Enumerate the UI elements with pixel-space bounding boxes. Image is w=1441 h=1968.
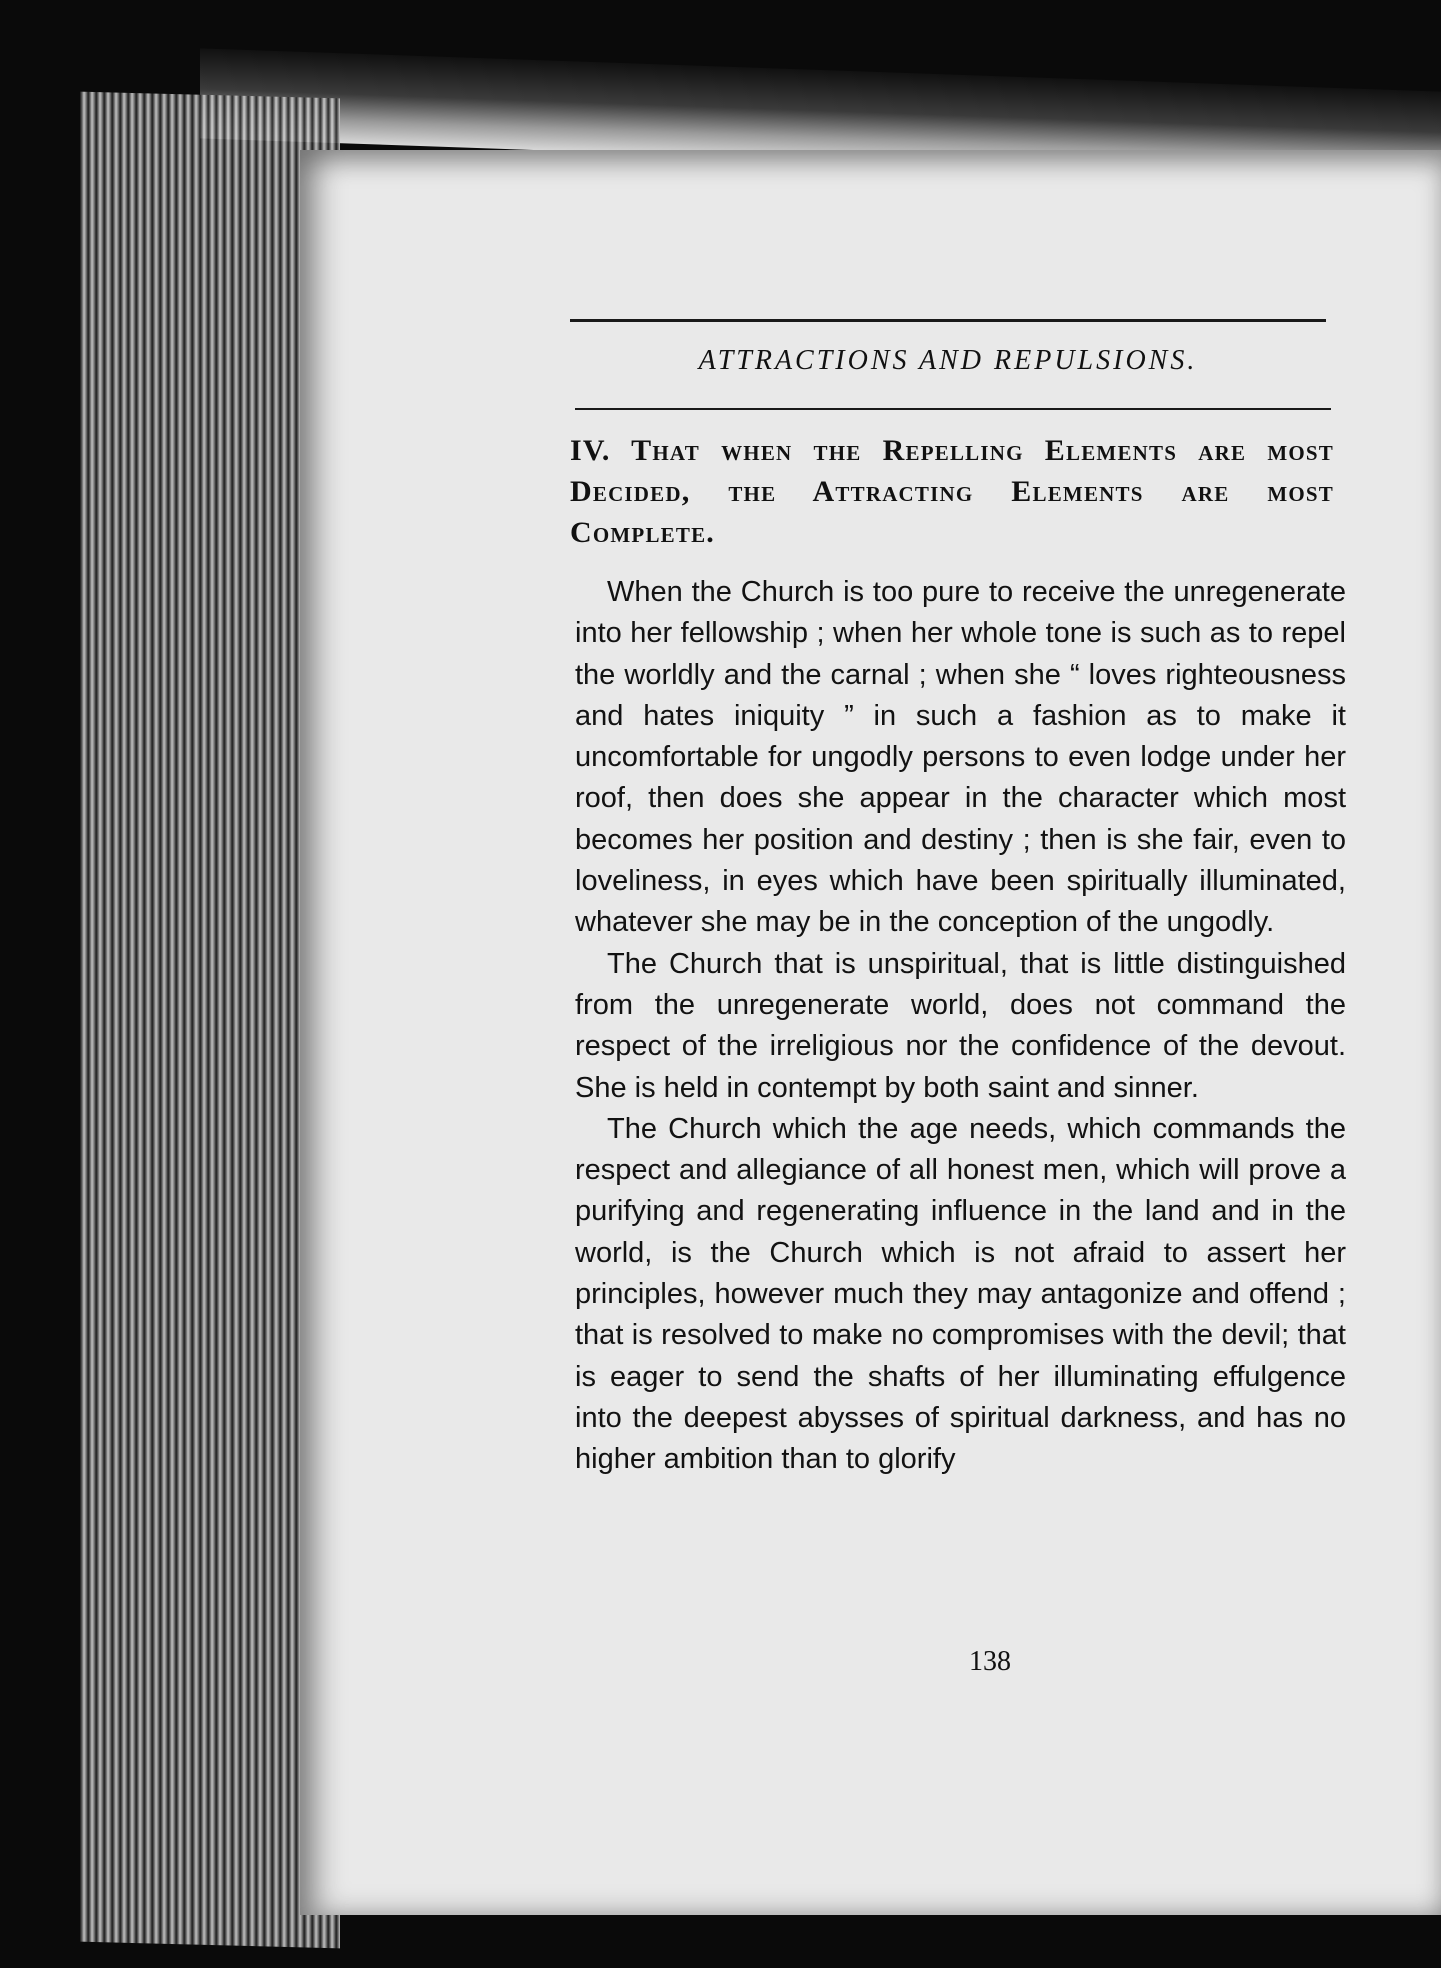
- paragraph-1: When the Church is too pure to receive the unregenerate into her fellowship ; when her whole tone is such as to repel the worldly and the carnal ; when she “ loves righteousness and hates iniquity ” in such a fashion as to make it uncomfortable for ungodly persons to even lodge under her roof, then does she appear in the character which most becomes her position and destiny ; then is she fair, even to loveliness, in eyes which have been spiritually illuminated, whatever she may be in the conception of the ungodly.: [575, 576, 1346, 939]
- paragraph-2: The Church that is unspiritual, that is little distinguished from the unregenerate world, does not command the respect of the irreligious nor the confidence of the devout. She is held in contempt by both saint and sinner.: [575, 947, 1346, 1104]
- section-heading: IV. That when the Repelling Elements are most Decided, the Attracting Elements are most Complete.: [570, 434, 1334, 549]
- page-number: 138: [969, 1646, 1011, 1677]
- header-rule-bottom: [575, 408, 1331, 410]
- header-rule-top: [570, 319, 1326, 322]
- body-text: [575, 572, 1346, 1481]
- paragraph-3: The Church which the age needs, which commands the respect and allegiance of all honest men, which will prove a purifying and regenerating influence in the land and in the world, is the Church which is not afraid to assert her principles, however much they may antagonize and offend ; that is resolved to make no compromises with the devil; that is eager to send the shafts of her illuminating effulgence into the deepest abysses of spiritual darkness, and has no higher ambition than to glorify: [575, 1112, 1346, 1476]
- running-head: ATTRACTIONS AND REPULSIONS.: [698, 345, 1198, 376]
